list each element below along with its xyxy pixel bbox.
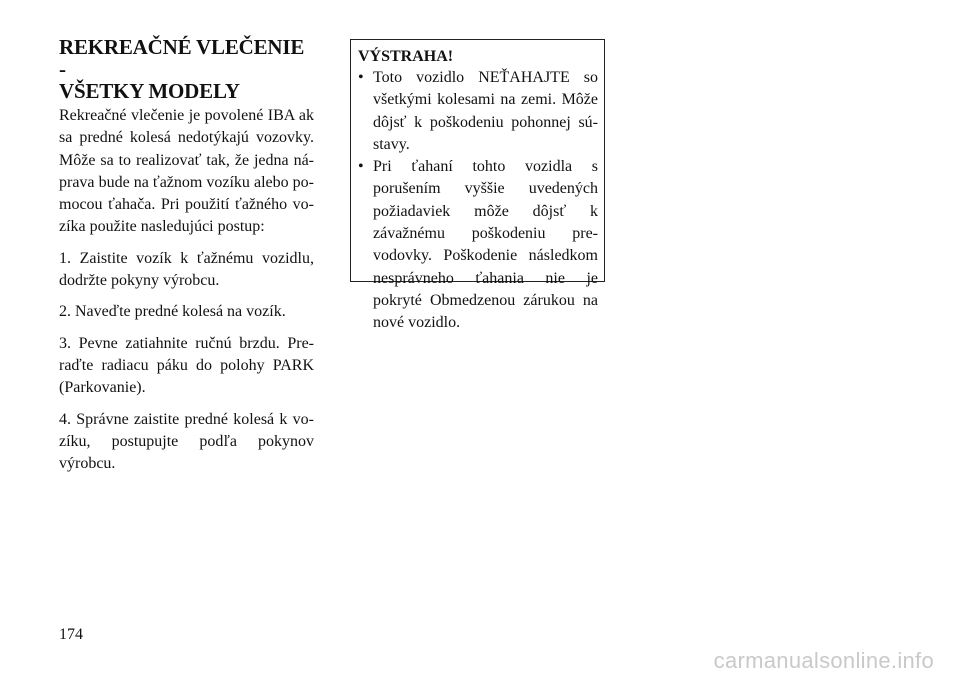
step-2: 2. Naveďte predné kolesá na vozík. — [59, 303, 286, 321]
intro-paragraph: Rekreačné vlečenie je povolené IBA ak sa predné kolesá nedotýkajú vozovky. Môže sa to realizovať tak, že jedna náprava bude na ťažnom vozíku alebo pomocou ťahača. Pri použití ťažného vozíka použite nasledujúci postup: — [59, 107, 314, 236]
warning-item-text: Pri ťahaní tohto vozidla s porušením vyššie uvedených požiadaviek môže dôjsť k závažnému poškodeniu prevodovky. Poškodenie následkom nesprávneho ťahania nie je pokryté Obmedzenou zárukou na nové vozidlo. — [373, 158, 598, 332]
warning-list — [358, 67, 598, 335]
bullet-icon: • — [358, 69, 364, 86]
step-1: 1. Zaistite vozík k ťažnému vozidlu, dodržte pokyny výrobcu. — [59, 249, 314, 290]
warning-item-2 — [358, 156, 598, 334]
step-4: 4. Správne zaistite predné kolesá k vozíku, postupujte podľa pokynov výrobcu. — [59, 410, 314, 473]
heading-line-1: REKREAČNÉ VLEČENIE - — [59, 35, 305, 81]
page-number: 174 — [59, 626, 83, 643]
warning-title: VÝSTRAHA! — [358, 48, 454, 65]
warning-item-1 — [358, 67, 598, 156]
step-3: 3. Pevne zatiahnite ručnú brzdu. Preraďte radiacu páku do polohy PARK (Parkovanie). — [59, 334, 314, 397]
warning-box — [350, 39, 605, 332]
section-heading — [59, 36, 314, 102]
watermark-link[interactable]: carmanualsonline.info — [713, 648, 934, 673]
warning-item-text: Toto vozidlo NEŤAHAJTE so všetkými kolesami na zemi. Môže dôjsť k poškodeniu pohonnej sústavy. — [373, 69, 598, 153]
heading-line-2: VŠETKY MODELY — [59, 79, 240, 103]
left-column — [59, 36, 314, 484]
bullet-icon: • — [358, 158, 364, 176]
